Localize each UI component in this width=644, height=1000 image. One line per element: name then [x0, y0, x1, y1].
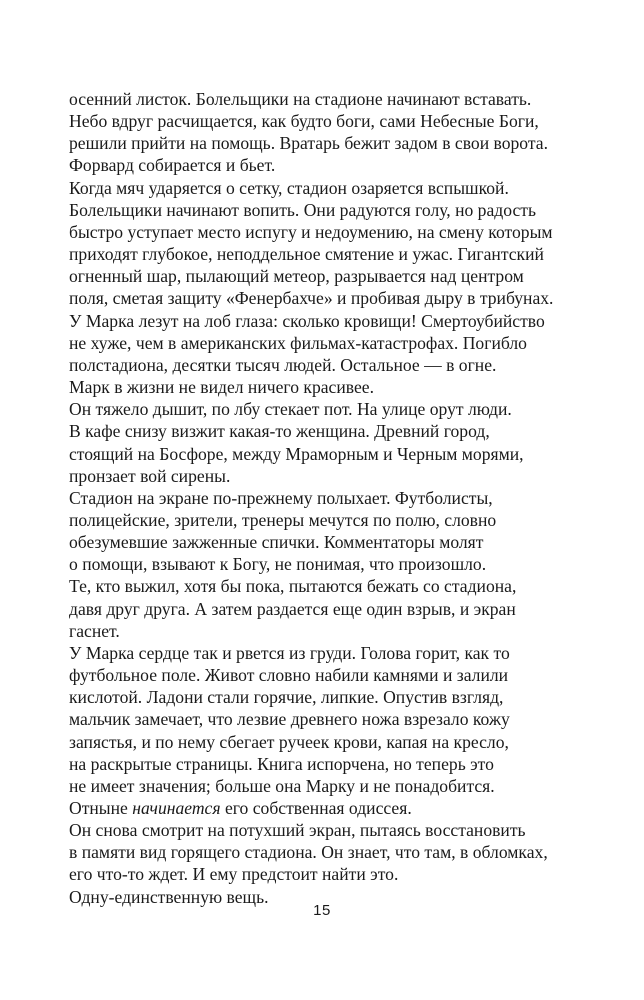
text-line: У Марка лезут на лоб глаза: сколько кровищи! Смертоубийство [69, 310, 545, 331]
text-line: запястья, и по нему сбегает ручеек крови, капая на кресло, [69, 731, 509, 752]
text-line: полстадиона, десятки тысяч людей. Остальное — в огне. [69, 354, 497, 375]
text-line: огненный шар, пылающий метеор, разрывается над центром [69, 266, 524, 287]
text-line: стоящий на Босфоре, между Мраморным и Черным морями, [69, 443, 524, 464]
text-line: Он снова смотрит на потухший экран, пытаясь восстановить [69, 820, 526, 841]
text-line: в памяти вид горящего стадиона. Он знает, что там, в обломках, [69, 842, 548, 863]
text-line: на раскрытые страницы. Книга испорчена, но теперь это [69, 753, 494, 774]
text-line: не имеет значения; больше она Марку и не понадобится. [69, 775, 495, 796]
text-line: Те, кто выжил, хотя бы пока, пытаются бежать со стадиона, [69, 576, 517, 597]
text-segment: его собственная одиссея. [220, 798, 412, 818]
text-line: осенний листок. Болельщики на стадионе начинают вставать. [69, 89, 532, 109]
text-line-emphasis [69, 797, 569, 819]
italic-emphasis: начинается [132, 798, 221, 818]
text-line: пронзает вой сирены. [69, 465, 231, 486]
text-line: Марк в жизни не видел ничего красивее. [69, 377, 374, 398]
body-text [69, 88, 569, 908]
text-line: давя друг друга. А затем раздается еще один взрыв, и экран [69, 598, 516, 619]
text-line: У Марка сердце так и рвется из груди. Голова горит, как то [69, 642, 510, 663]
text-line: поля, сметая защиту «Фенербахче» и пробивая дыру в трибунах. [69, 288, 554, 309]
text-line: Форвард собирается и бьет. [69, 155, 276, 176]
text-line: Болельщики начинают вопить. Они радуются голу, но радость [69, 199, 536, 220]
text-line: В кафе снизу визжит какая-то женщина. Древний город, [69, 421, 490, 442]
text-line: быстро уступает место испугу и недоумению, на смену которым [69, 221, 553, 242]
text-line: Стадион на экране по-прежнему полыхает. Футболисты, [69, 487, 493, 508]
text-line: не хуже, чем в американских фильмах-катастрофах. Погибло [69, 332, 527, 353]
text-line: решили прийти на помощь. Вратарь бежит задом в свои ворота. [69, 133, 548, 154]
text-line: мальчик замечает, что лезвие древнего ножа взрезало кожу [69, 709, 510, 730]
text-line: футбольное поле. Живот словно набили камнями и залили [69, 665, 509, 686]
text-line: о помощи, взывают к Богу, не понимая, что произошло. [69, 554, 487, 575]
text-line: Небо вдруг расчищается, как будто боги, сами Небесные Боги, [69, 111, 539, 132]
text-line: Он тяжело дышит, по лбу стекает пот. На улице орут люди. [69, 399, 512, 420]
page-number: 15 [313, 902, 331, 919]
text-segment: Отныне [69, 798, 133, 818]
text-line: Одну-единственную вещь. [69, 886, 269, 907]
text-line: гаснет. [69, 620, 120, 641]
text-line: обезумевшие зажженные спички. Комментаторы молят [69, 532, 484, 553]
text-line: Когда мяч ударяется о сетку, стадион озаряется вспышкой. [69, 177, 509, 198]
text-line: полицейские, зрители, тренеры мечутся по полю, словно [69, 509, 497, 530]
text-line: кислотой. Ладони стали горячие, липкие. Опустив взгляд, [69, 687, 504, 708]
text-line: его что-то ждет. И ему предстоит найти это. [69, 864, 399, 885]
text-line: приходят глубокое, неподдельное смятение и ужас. Гигантский [69, 244, 544, 265]
